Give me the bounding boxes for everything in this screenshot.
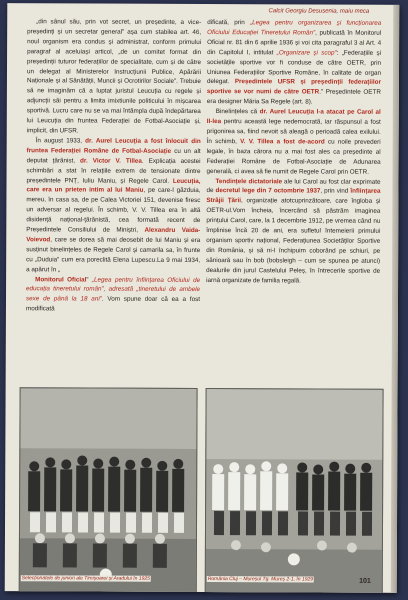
body-text: dificată, prin bbox=[207, 19, 251, 27]
paragraph bbox=[26, 275, 200, 315]
emphasis-text: Monitorul Oficial bbox=[35, 275, 87, 284]
body-text: : „Federațiile și societățile sportive vor fi conduse de către OETR, prin Uniunea Federațiilor Sportive Române, în calitate de organ delegat. bbox=[206, 49, 382, 86]
body-text: „din sânul său, prin vot secret, un președinte, a vice-președinți și un secretar general” așa cum stabilea art. 46, noul organism era condus și administrat, conform primului paragraf al aceluiași articol, „de un comitet format din președinții tuturor federațiilor de specialitate, cum și de către un delegat al Ministerelor Instrucțiunii Publice, Apărării Naționale și al Sănătății, Muncii și Ocrotirilor Sociale”. Trebuie să ne imaginăm că a luptat juristul Leucuția cu regele și adjuncții săi pentru a limita imixtiunile politicului în mișcarea sportivă. Lucru care nu se va mai întâmpla după îndepărtarea lui Leucuția din fruntea Federației de Fotbal-Asociație și, implicit, din UFSR. bbox=[26, 18, 202, 135]
paragraph bbox=[207, 107, 381, 177]
emphasis-text: înființarea Străjii Țării bbox=[206, 188, 381, 205]
paragraph bbox=[27, 17, 202, 137]
body-text: , pe care-l găzduia, mereu, în casa sa, de pe Calea Victoriei 151, devenise firesc un adversar al regelui. În schimb, V. V. Tillea era în altă disidență național-țărănistă, cea formată recent de Președintele Consiliului de Miniștri, bbox=[26, 187, 201, 234]
right-text-column bbox=[206, 18, 381, 286]
photo-caption-right: România Cluj – Mureșul Tg. Mureș 2-1, în 1929 bbox=[207, 576, 314, 583]
body-text: Binelințeles că bbox=[215, 108, 260, 116]
body-text: , prin vind bbox=[320, 187, 351, 196]
emphasis-text: dr. Aurel Leucuția l-a atacat pe Carol al II-lea bbox=[206, 108, 381, 126]
paragraph bbox=[26, 136, 201, 275]
body-text: ale lui Carol au fost clar exprimate de bbox=[206, 177, 381, 195]
emphasis-text: dr. Aurel Leucuția a fost înlocuit din fruntea Federației Române de Fotbal-Asociație bbox=[26, 137, 201, 155]
running-head: Calcit Georgiu Desusenia, maiu meca bbox=[268, 8, 370, 15]
body-text: Vom încheia, încercând să păstrăm imaginea prințului Carol, care, la 1 decembrie 1912, pe vremea când nu împlinise încă 20 de ani, era sufletul întemeierii primului organism sportiv național, Federațiunea Societăților Sportive din România, și să ni-l închipuim coborând pe schiuri, pe sănioară sau în bob (bobsleigh – cum se spunea pe atunci) dealurile din jurul Castelului Peleș, în întrecerile sportive de iarnă organizate de familia regală. bbox=[206, 207, 381, 284]
body-text: ” bbox=[86, 276, 92, 284]
body-text: La 9 mai 1934, a apărut în „ bbox=[26, 256, 201, 274]
body-text: . Explicația acestei schimbări a stat în relațiile extrem de tensionate dintre președintele PNȚ, Iuliu Maniu, și Regele Carol. bbox=[26, 157, 201, 185]
photo-caption-left: Selecționatele de juniori ale Timișoarei și Aradului în 1925 bbox=[21, 575, 150, 582]
body-text: cu un alt deputat țărănist, bbox=[26, 147, 201, 165]
emphasis-text: Tendințele dictatoriale bbox=[215, 177, 283, 185]
book-page bbox=[5, 3, 400, 593]
body-text: , publicată în Monitorul Oficial nr. 81 din 6 aprilie 1936 și voi cita paragraful 3 al Art. 4 din Capitolul I, intitulat bbox=[207, 29, 382, 57]
quoted-title: „Legea pentru înființarea Oficiului de educația tineretului român”, adresată „tineretului de ambele sexe de până la 18 ani” bbox=[25, 276, 201, 303]
emphasis-text: Leucuția, care era un prieten intim al lui Maniu bbox=[26, 177, 201, 195]
page-number: 101 bbox=[359, 577, 371, 585]
team-photo-cluj-mures bbox=[205, 388, 384, 593]
emphasis-text: Alexandru Vaida-Voievod bbox=[26, 226, 201, 244]
body-text: .” Președintele OETR era designer Măria Sa Regele (art. 8). bbox=[206, 88, 381, 106]
left-text-column bbox=[26, 17, 201, 315]
team-photo-juniors bbox=[19, 387, 198, 593]
body-text: În august 1933, bbox=[35, 137, 86, 145]
paragraph bbox=[207, 18, 381, 108]
emphasis-text: dr. Victor V. Tillea bbox=[80, 157, 142, 165]
body-text: cu noile prevederi legale, în baza cărora nu a mai fost ales ca președinte al Federației Române de Fotbal-Asociație de Adunarea generală, ci avea să fie numit de Regele Carol prin OETR. bbox=[206, 138, 381, 176]
paragraph bbox=[206, 177, 380, 287]
emphasis-text: Președintele UFSR și președinții federațiilor sportive se vor numi de către OETR bbox=[206, 78, 381, 96]
body-text: . Vom spune doar că ea a fost modificată bbox=[25, 295, 201, 313]
body-text: , organizație atotcuprinzătoare, care îngloba și OETR-ul. bbox=[206, 197, 381, 215]
page-edge bbox=[391, 5, 400, 593]
body-text: , care se dorea să mai deosebit de lui Maniu și era susținut binelințeles de Regele Carol și camarila sa, în frunte cu „Duduia” cum era poreclită Elena Lupescu. bbox=[26, 236, 201, 264]
quoted-title: „Organizare și scop” bbox=[276, 49, 337, 57]
emphasis-text: V. V. Tillea a fost de-acord bbox=[240, 138, 325, 146]
emphasis-text: decretul lege din 7 octombrie 1937 bbox=[215, 187, 321, 195]
quoted-title: „Legea pentru organizarea și funcționarea Oficiului Educației Tineretului Român” bbox=[207, 19, 382, 37]
body-text: pentru această lege nedemocrată, iar răspunsul a fost prigonirea sa, fiind nevoit să aleagă o perioadă calea exilului. În schimb, bbox=[206, 118, 381, 146]
